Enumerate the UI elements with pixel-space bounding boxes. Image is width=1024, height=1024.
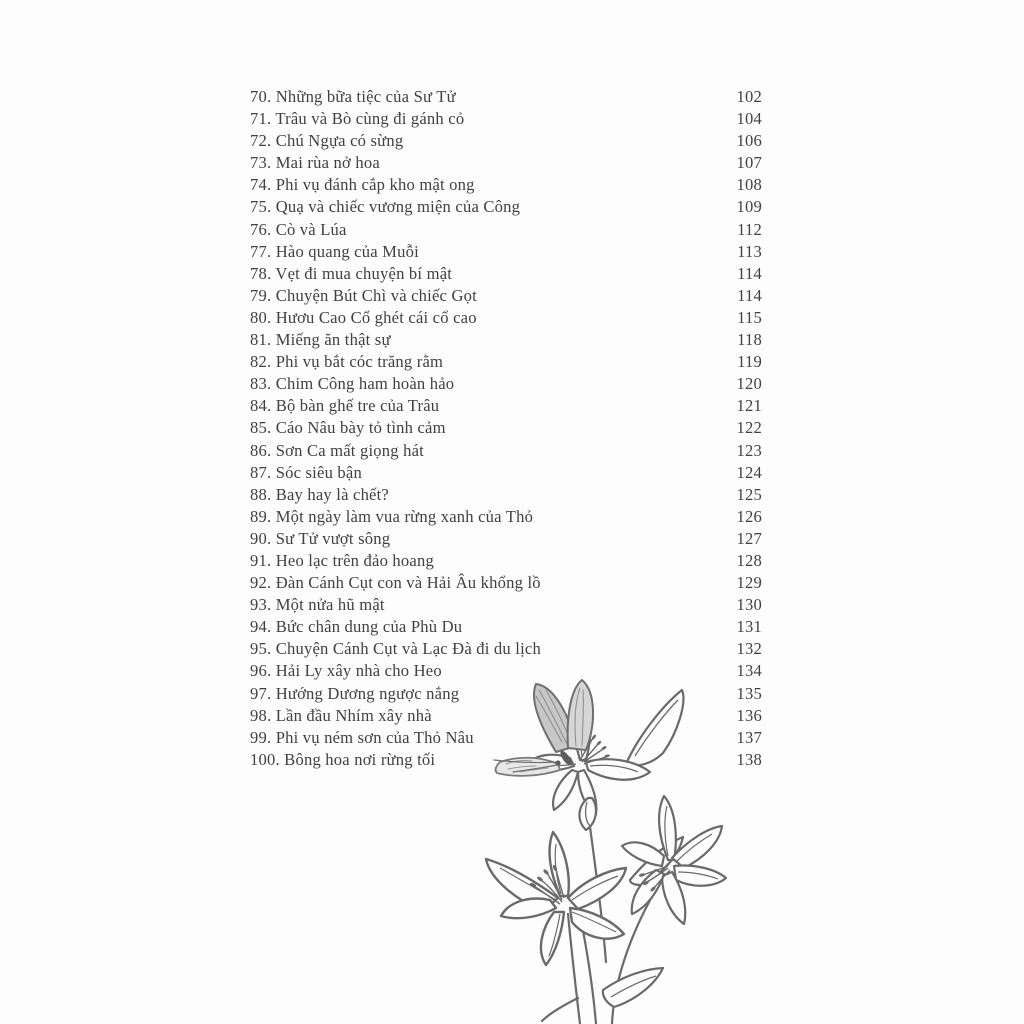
toc-entry-page: 138 <box>736 749 762 769</box>
toc-row <box>250 307 762 329</box>
toc-entry-title: 70. Những bữa tiệc của Sư Tử <box>250 87 456 106</box>
toc-row <box>250 196 762 218</box>
toc-row <box>250 417 762 439</box>
toc-row <box>250 108 762 130</box>
toc-entry-title: 95. Chuyện Cánh Cụt và Lạc Đà đi du lịch <box>250 639 541 659</box>
toc-entry-title: 79. Chuyện Bút Chì và chiếc Gọt <box>250 285 477 305</box>
toc-row <box>250 329 762 351</box>
toc-entry-title: 90. Sư Tử vượt sông <box>250 528 391 548</box>
toc-entry-title: 96. Hải Ly xây nhà cho Heo <box>250 661 442 681</box>
toc-entry-title: 74. Phi vụ đánh cắp kho mật ong <box>250 175 475 195</box>
toc-row <box>250 594 762 616</box>
toc-entry-page: 132 <box>736 639 762 659</box>
toc-entry-page: 121 <box>736 396 762 416</box>
toc-entry-page: 136 <box>736 705 762 725</box>
lily-butterfly-illustration-icon <box>430 660 790 1024</box>
toc-row <box>250 263 762 285</box>
toc-entry-title: 98. Lần đầu Nhím xây nhà <box>250 705 432 725</box>
toc-entry-title: 75. Quạ và chiếc vương miện của Công <box>250 197 521 217</box>
toc-entry-title: 76. Cò và Lúa <box>250 219 347 239</box>
toc-entry-page: 137 <box>736 727 762 747</box>
toc-row <box>250 373 762 395</box>
toc-row <box>250 462 762 484</box>
toc-entry-page: 134 <box>736 661 762 681</box>
toc-row <box>250 219 762 241</box>
toc-entry-title: 89. Một ngày làm vua rừng xanh của Thỏ <box>250 506 534 526</box>
toc-entry-page: 135 <box>736 683 762 703</box>
toc-row <box>250 440 762 462</box>
toc-row <box>250 86 762 108</box>
toc-entry-page: 113 <box>737 241 762 261</box>
toc-entry-page: 109 <box>736 197 762 217</box>
toc-entry-title: 88. Bay hay là chết? <box>250 484 390 504</box>
toc-entry-title: 80. Hươu Cao Cổ ghét cái cổ cao <box>250 307 477 327</box>
toc-entry-title: 99. Phi vụ ném sơn của Thỏ Nâu <box>250 727 474 747</box>
toc-entry-title: 82. Phi vụ bắt cóc trăng rằm <box>250 352 444 372</box>
toc-row <box>250 528 762 550</box>
toc-entry-title: 81. Miếng ăn thật sự <box>250 330 391 350</box>
toc-entry-page: 127 <box>736 528 762 548</box>
toc-row <box>250 351 762 373</box>
toc-entry-page: 112 <box>737 219 762 239</box>
toc-entry-page: 124 <box>736 462 762 482</box>
toc-entry-page: 114 <box>737 263 762 283</box>
toc-row <box>250 550 762 572</box>
toc-entry-title: 71. Trâu và Bò cùng đi gánh cỏ <box>250 109 465 129</box>
toc-entry-title: 77. Hào quang của Muỗi <box>250 241 419 261</box>
toc-entry-page: 125 <box>736 484 762 504</box>
toc-entry-title: 86. Sơn Ca mất giọng hát <box>250 440 424 460</box>
toc-row <box>250 506 762 528</box>
toc-entry-page: 114 <box>737 285 762 305</box>
toc-entry-page: 118 <box>737 330 762 350</box>
toc-entry-title: 85. Cáo Nâu bày tỏ tình cảm <box>250 418 446 438</box>
toc-entry-page: 102 <box>736 87 762 106</box>
toc-entry-title: 91. Heo lạc trên đảo hoang <box>250 550 434 570</box>
toc-row <box>250 174 762 196</box>
toc-row <box>250 285 762 307</box>
toc-entry-title: 94. Bức chân dung của Phù Du <box>250 617 463 637</box>
toc-entry-title: 78. Vẹt đi mua chuyện bí mật <box>250 263 453 283</box>
toc-entry-page: 128 <box>736 550 762 570</box>
toc-entry-page: 129 <box>736 573 762 593</box>
toc-row <box>250 572 762 594</box>
toc-entry-page: 104 <box>736 109 762 129</box>
butterfly-icon <box>494 680 593 776</box>
toc-entry-page: 126 <box>736 506 762 526</box>
toc-entry-page: 122 <box>736 418 762 438</box>
toc-entry-page: 123 <box>736 440 762 460</box>
toc-entry-title: 73. Mai rùa nở hoa <box>250 153 380 173</box>
toc-entry-page: 107 <box>736 153 762 173</box>
toc-entry-title: 93. Một nửa hũ mật <box>250 595 385 615</box>
toc-entry-page: 106 <box>736 131 762 151</box>
toc-row <box>250 616 762 638</box>
toc-entry-page: 108 <box>736 175 762 195</box>
toc-entry-title: 92. Đàn Cánh Cụt con và Hải Âu khổng lồ <box>250 573 541 593</box>
lily-right <box>622 796 726 924</box>
toc-row <box>250 152 762 174</box>
toc-row <box>250 395 762 417</box>
toc-entry-page: 120 <box>736 374 762 394</box>
toc-row <box>250 638 762 660</box>
toc-row <box>250 241 762 263</box>
toc-entry-page: 130 <box>736 595 762 615</box>
toc-entry-page: 131 <box>736 617 762 637</box>
toc-row <box>250 130 762 152</box>
toc-entry-title: 72. Chú Ngựa có sừng <box>250 131 404 151</box>
toc-row <box>250 484 762 506</box>
toc-entry-page: 119 <box>737 352 762 372</box>
toc-entry-page: 115 <box>737 307 762 327</box>
toc-entry-title: 97. Hướng Dương ngược nắng <box>250 683 460 703</box>
toc-entry-title: 87. Sóc siêu bận <box>250 462 362 482</box>
toc-entry-title: 100. Bông hoa nơi rừng tối <box>250 749 436 769</box>
toc-entry-title: 83. Chim Công ham hoàn hảo <box>250 374 455 394</box>
toc-entry-title: 84. Bộ bàn ghế tre của Trâu <box>250 396 440 416</box>
